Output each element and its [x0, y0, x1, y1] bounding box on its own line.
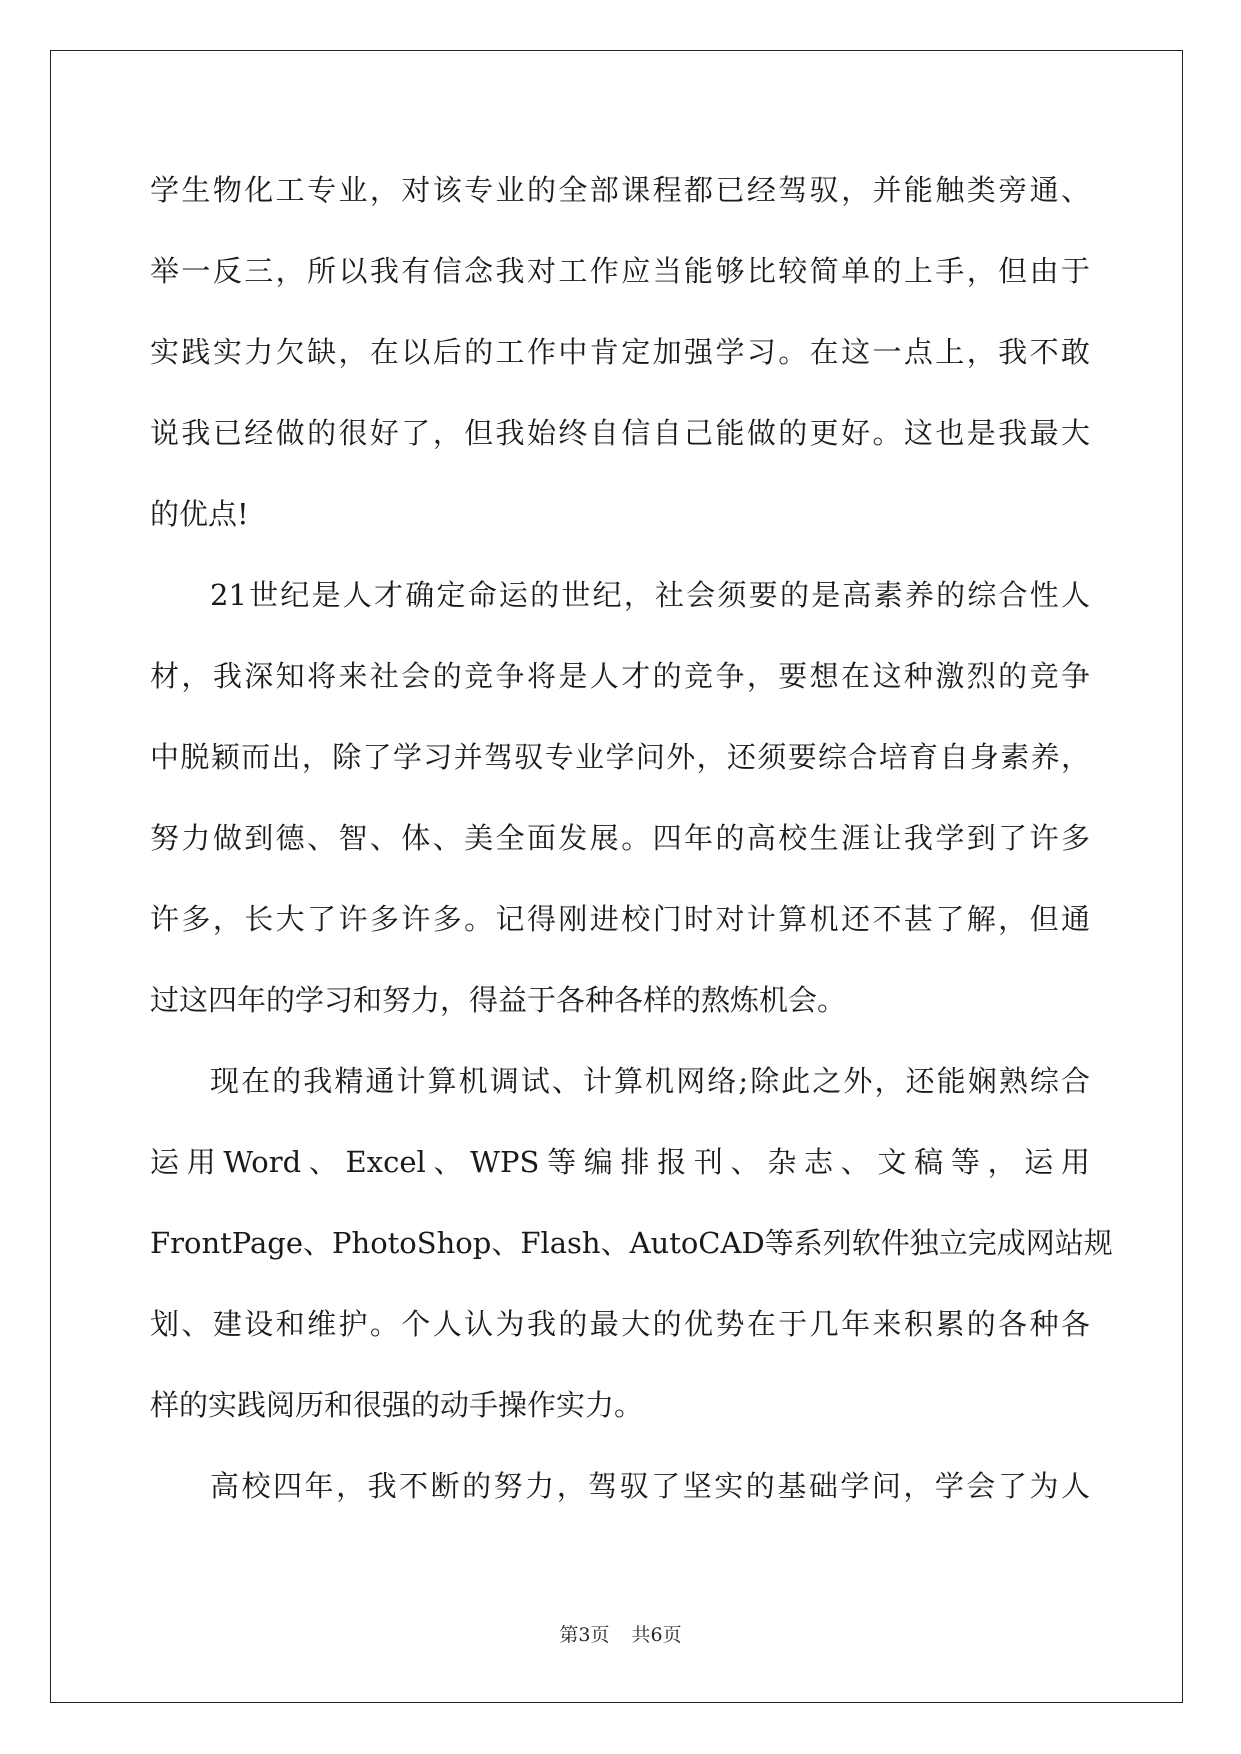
document-body: [150, 150, 1113, 1527]
text-line: 过这四年的学习和努力，得益于各种各样的熬炼机会。: [150, 983, 847, 1017]
page-number-total: 共6页: [631, 1624, 682, 1646]
page-footer: [0, 1620, 1241, 1647]
text-line: 运用Word、Excel、WPS等编排报刊、杂志、文稿等，运用: [150, 1145, 1090, 1179]
text-line: 努力做到德、智、体、美全面发展。四年的高校生涯让我学到了许多: [150, 821, 1090, 855]
text-line: 材，我深知将来社会的竞争将是人才的竞争，要想在这种激烈的竞争: [150, 659, 1090, 693]
paragraph-first-line: 现在的我精通计算机调试、计算机网络;除此之外，还能娴熟综合: [210, 1064, 1090, 1098]
text-line: 样的实践阅历和很强的动手操作实力。: [150, 1388, 644, 1422]
paragraph-first-line: 21世纪是人才确定命运的世纪，社会须要的是高素养的综合性人: [210, 578, 1090, 612]
paragraph-first-line: 高校四年，我不断的努力，驾驭了坚实的基础学问，学会了为人: [210, 1469, 1090, 1503]
text-line: FrontPage、PhotoShop、Flash、AutoCAD等系列软件独立完成网站规: [150, 1226, 1113, 1260]
text-line: 学生物化工专业，对该专业的全部课程都已经驾驭，并能触类旁通、: [150, 173, 1090, 207]
text-line: 说我已经做的很好了，但我始终自信自己能做的更好。这也是我最大: [150, 416, 1090, 450]
page-number-current: 第3页: [559, 1624, 610, 1646]
text-line: 许多，长大了许多许多。记得刚进校门时对计算机还不甚了解，但通: [150, 902, 1090, 936]
text-line: 实践实力欠缺，在以后的工作中肯定加强学习。在这一点上，我不敢: [150, 335, 1090, 369]
text-line: 的优点!: [150, 497, 249, 531]
text-line: 举一反三，所以我有信念我对工作应当能够比较简单的上手，但由于: [150, 254, 1090, 288]
text-line: 划、建设和维护。个人认为我的最大的优势在于几年来积累的各种各: [150, 1307, 1090, 1341]
text-line: 中脱颖而出，除了学习并驾驭专业学问外，还须要综合培育自身素养，: [150, 740, 1090, 774]
